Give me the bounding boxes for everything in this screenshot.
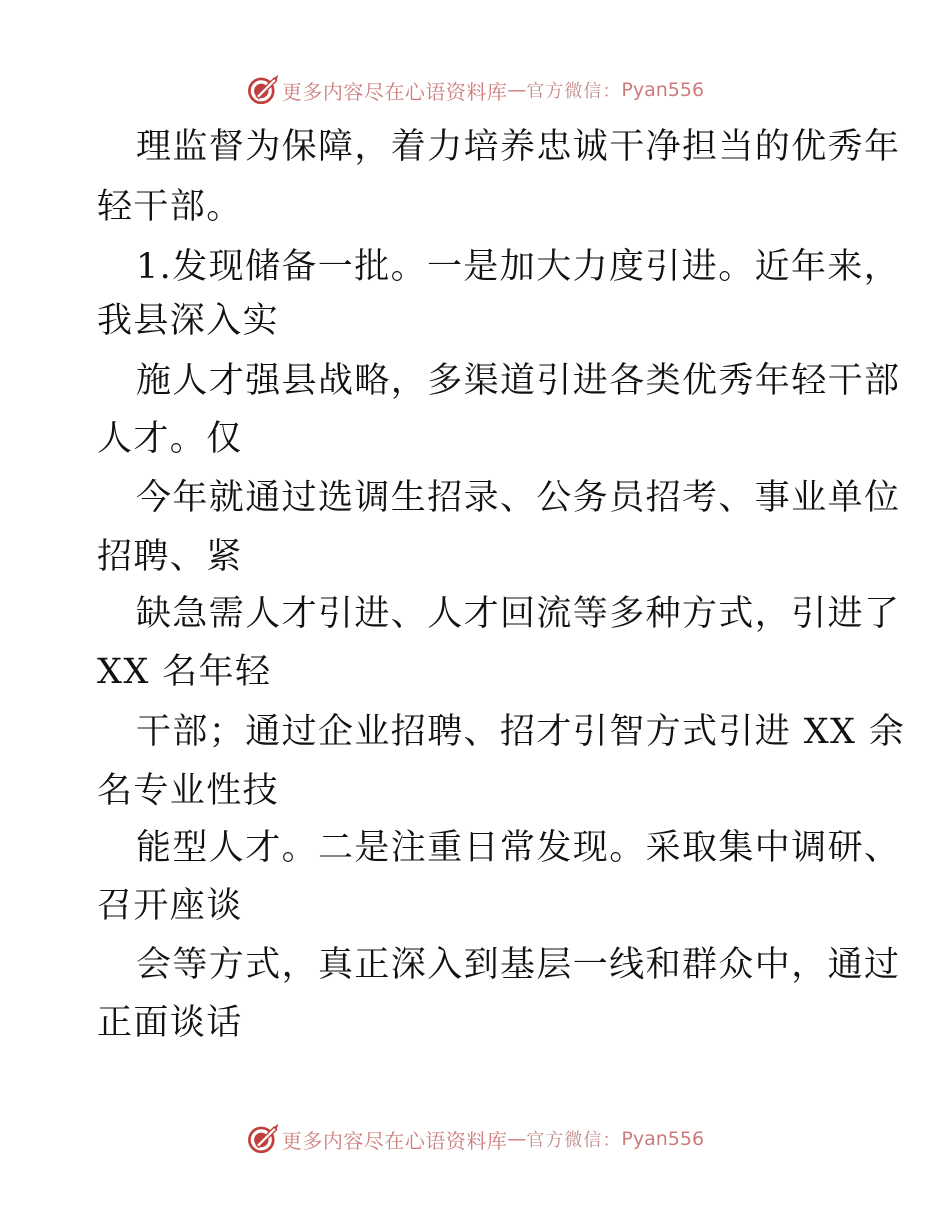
text-line: XX 名年轻 [97, 652, 272, 692]
footer-watermark [0, 1119, 950, 1159]
watermark-main-text: 更多内容尽在心语资料库 [281, 79, 508, 104]
watermark-wechat-id: Pyan556 [621, 1128, 705, 1150]
text-line: 施人才强县战略，多渠道引进各类优秀年轻干部 [136, 361, 901, 401]
text-line: 今年就通过选调生招录、公务员招考、事业单位 [136, 478, 901, 518]
text-line: 名专业性技 [97, 771, 280, 811]
pen-logo-icon [246, 1122, 280, 1156]
watermark-dash: — [507, 79, 527, 101]
watermark-wechat-id: Pyan556 [621, 79, 705, 101]
pen-logo-icon [246, 73, 280, 107]
text-line: 召开座谈 [97, 886, 243, 926]
text-line: 轻干部。 [97, 187, 243, 227]
header-watermark [0, 70, 950, 110]
text-line: 人才。仅 [97, 419, 243, 459]
watermark-main-text: 更多内容尽在心语资料库 [281, 1128, 508, 1153]
watermark-contact-label: 官方微信： [526, 81, 622, 102]
text-line: 招聘、紧 [97, 537, 243, 577]
text-line: 1.发现储备一批。一是加大力度引进。近年来， [136, 247, 901, 287]
text-line: 会等方式，真正深入到基层一线和群众中，通过 [136, 945, 901, 985]
text-line: 理监督为保障，着力培养忠诚干净担当的优秀年 [136, 127, 901, 167]
text-line: 正面谈话 [97, 1003, 243, 1043]
watermark-contact-label: 官方微信： [526, 1130, 622, 1151]
text-line: 我县深入实 [97, 301, 280, 341]
watermark-dash: — [507, 1128, 527, 1150]
text-line: 干部；通过企业招聘、招才引智方式引进 XX 余 [136, 712, 906, 752]
text-line: 能型人才。二是注重日常发现。采取集中调研、 [136, 828, 901, 868]
text-line: 缺急需人才引进、人才回流等多种方式，引进了 [136, 594, 901, 634]
